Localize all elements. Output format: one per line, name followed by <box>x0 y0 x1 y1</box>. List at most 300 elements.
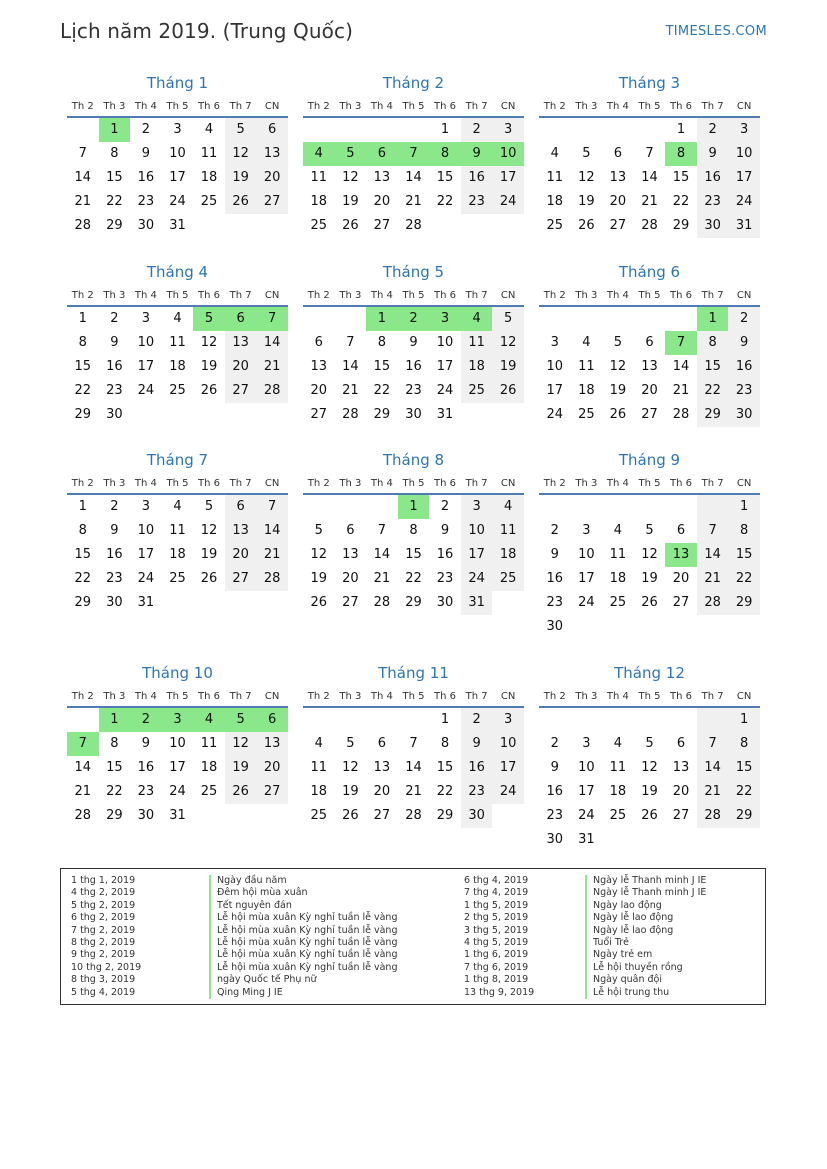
day-cell: 14 <box>405 170 422 185</box>
day-cell: 3 <box>550 335 559 350</box>
day-cell: 3 <box>141 499 151 514</box>
month-title: Tháng 4 <box>146 263 209 281</box>
weekday-label: CN <box>264 100 280 112</box>
day-cell: 20 <box>672 784 690 799</box>
day-cell: 25 <box>609 595 627 610</box>
day-cell: 10 <box>169 146 186 161</box>
day-cell: 7 <box>697 732 729 756</box>
day-cell: 29 <box>106 808 123 823</box>
empty-day-cell <box>634 828 666 852</box>
day-cell: 1 <box>440 122 450 137</box>
legend-date: 6 thg 2, 2019 <box>71 912 136 924</box>
weekday-label: Th 6 <box>434 289 457 301</box>
weekday-label: Th 4 <box>370 477 393 489</box>
day-cell: 24 <box>137 383 155 398</box>
week-row <box>67 732 288 756</box>
empty-day-cell <box>256 214 288 238</box>
month-block <box>67 261 288 449</box>
empty-day-cell <box>193 804 225 828</box>
day-cell: 20 <box>310 383 328 398</box>
empty-day-cell <box>634 495 666 519</box>
day-cell: 28 <box>256 567 288 591</box>
day-cell: 2 <box>110 311 119 326</box>
day-cell: 13 <box>225 331 257 355</box>
day-cell: 26 <box>342 808 359 823</box>
week-row <box>67 355 288 379</box>
holiday-day-cell: 4 <box>303 142 335 166</box>
week-row <box>539 331 760 355</box>
week-row <box>303 331 524 355</box>
day-cell: 25 <box>310 218 328 233</box>
day-cell: 26 <box>609 407 627 422</box>
week-row <box>539 379 760 403</box>
legend-holiday-name: Ngày lễ lao động <box>585 912 706 924</box>
empty-day-cell <box>571 615 603 639</box>
day-cell: 18 <box>200 170 218 185</box>
day-cell: 23 <box>461 780 493 804</box>
day-cell: 8 <box>78 335 87 350</box>
day-cell: 14 <box>342 359 359 374</box>
day-cell: 6 <box>645 335 654 350</box>
day-cell: 31 <box>728 214 760 238</box>
day-cell: 23 <box>546 808 564 823</box>
empty-day-cell <box>303 307 335 331</box>
legend-holiday-name: Ngày đầu năm <box>209 875 397 887</box>
empty-day-cell <box>697 828 729 852</box>
holiday-day-cell: 8 <box>429 142 461 166</box>
empty-day-cell <box>539 495 571 519</box>
empty-day-cell <box>665 708 697 732</box>
day-cell: 5 <box>492 307 524 331</box>
day-cell: 4 <box>492 495 524 519</box>
day-cell: 16 <box>461 166 493 190</box>
day-cell: 7 <box>346 335 355 350</box>
day-cell: 19 <box>492 355 524 379</box>
week-row <box>67 190 288 214</box>
legend-date: 13 thg 9, 2019 <box>464 986 535 998</box>
day-cell: 13 <box>672 760 690 775</box>
empty-day-cell <box>492 804 524 828</box>
empty-day-cell <box>539 708 571 732</box>
day-cell: 19 <box>225 166 257 190</box>
week-row <box>539 403 760 427</box>
empty-day-cell <box>461 214 493 238</box>
day-cell: 13 <box>256 142 288 166</box>
day-cell: 27 <box>225 379 257 403</box>
holiday-day-cell: 4 <box>193 708 225 732</box>
day-cell: 19 <box>342 194 359 209</box>
day-cell: 1 <box>728 708 760 732</box>
day-cell: 5 <box>645 736 654 751</box>
empty-day-cell <box>492 403 524 427</box>
empty-day-cell <box>130 403 162 427</box>
day-cell: 11 <box>609 760 627 775</box>
weekday-label: Th 7 <box>465 289 488 301</box>
day-cell: 22 <box>373 383 391 398</box>
week-row <box>539 190 760 214</box>
legend-holiday-name: Lễ hội mùa xuân Kỳ nghỉ tuần lễ vàng <box>209 912 397 924</box>
empty-day-cell <box>256 403 288 427</box>
day-cell: 11 <box>546 170 564 185</box>
day-cell: 18 <box>492 543 524 567</box>
week-row <box>67 567 288 591</box>
month-title: Tháng 2 <box>382 74 445 92</box>
weekday-label: Th 5 <box>638 690 661 702</box>
week-row <box>539 495 760 519</box>
day-cell: 24 <box>578 595 595 610</box>
weekday-header <box>303 686 524 708</box>
day-cell: 26 <box>225 190 257 214</box>
day-cell: 26 <box>310 595 328 610</box>
weekday-label: Th 5 <box>638 100 661 112</box>
week-row <box>67 756 288 780</box>
day-cell: 11 <box>169 523 186 538</box>
weekday-header <box>303 285 524 307</box>
weekday-label: Th 6 <box>434 690 457 702</box>
day-cell: 29 <box>405 595 422 610</box>
day-cell: 27 <box>373 808 391 823</box>
day-cell: 3 <box>582 736 591 751</box>
legend-date: 3 thg 5, 2019 <box>464 924 529 936</box>
day-cell: 29 <box>373 407 391 422</box>
day-cell: 18 <box>546 194 564 209</box>
week-row <box>303 804 524 828</box>
day-cell: 11 <box>578 359 595 374</box>
week-row <box>67 495 288 519</box>
weekday-label: Th 3 <box>575 289 598 301</box>
day-cell: 3 <box>582 523 591 538</box>
weekday-label: Th 6 <box>434 477 457 489</box>
weekday-label: Th 7 <box>465 690 488 702</box>
week-row <box>539 756 760 780</box>
day-cell: 14 <box>74 170 92 185</box>
empty-day-cell <box>366 708 398 732</box>
day-cell: 27 <box>672 808 690 823</box>
empty-day-cell <box>303 708 335 732</box>
month-block <box>67 72 288 261</box>
day-cell: 20 <box>373 194 391 209</box>
day-cell: 4 <box>582 335 591 350</box>
empty-day-cell <box>225 214 257 238</box>
legend-right-names <box>585 875 706 999</box>
week-row <box>67 403 288 427</box>
week-row <box>539 708 760 732</box>
day-cell: 3 <box>141 311 151 326</box>
day-cell: 25 <box>609 808 627 823</box>
week-row <box>539 166 760 190</box>
day-cell: 20 <box>225 355 257 379</box>
day-cell: 23 <box>546 595 564 610</box>
month-title: Tháng 9 <box>618 451 681 469</box>
day-cell: 11 <box>492 519 524 543</box>
day-cell: 17 <box>461 543 493 567</box>
empty-day-cell <box>256 804 288 828</box>
day-cell: 12 <box>342 760 359 775</box>
day-cell: 7 <box>645 146 654 161</box>
day-cell: 12 <box>342 170 359 185</box>
day-cell: 27 <box>373 218 391 233</box>
day-cell: 15 <box>436 760 454 775</box>
day-cell: 18 <box>461 355 493 379</box>
day-cell: 6 <box>256 118 288 142</box>
day-cell: 22 <box>405 571 422 586</box>
day-cell: 8 <box>697 331 729 355</box>
empty-day-cell <box>366 118 398 142</box>
day-cell: 17 <box>169 170 186 185</box>
holiday-day-cell: 7 <box>398 142 430 166</box>
day-cell: 2 <box>440 499 450 514</box>
day-cell: 16 <box>728 355 760 379</box>
legend-holiday-name: ngày Quốc tế Phụ nữ <box>209 974 397 986</box>
empty-day-cell <box>429 214 461 238</box>
day-cell: 1 <box>676 122 686 137</box>
empty-day-cell <box>162 591 194 615</box>
day-cell: 11 <box>461 331 493 355</box>
day-cell: 16 <box>106 547 123 562</box>
empty-day-cell <box>225 403 257 427</box>
weekday-label: CN <box>264 690 280 702</box>
day-cell: 23 <box>106 383 123 398</box>
day-cell: 10 <box>492 732 524 756</box>
week-row <box>539 732 760 756</box>
day-cell: 12 <box>641 760 658 775</box>
day-cell: 16 <box>461 756 493 780</box>
day-cell: 9 <box>110 523 119 538</box>
day-cell: 17 <box>436 359 454 374</box>
day-cell: 24 <box>169 194 186 209</box>
page-title: Lịch năm 2019. (Trung Quốc) <box>60 19 353 43</box>
empty-day-cell <box>225 591 257 615</box>
day-cell: 18 <box>310 784 328 799</box>
weekday-label: Th 5 <box>402 100 425 112</box>
week-row <box>303 519 524 543</box>
day-cell: 20 <box>342 571 359 586</box>
week-row <box>303 567 524 591</box>
empty-day-cell <box>67 708 99 732</box>
weekday-label: Th 3 <box>575 100 598 112</box>
holiday-day-cell: 8 <box>665 142 697 166</box>
week-row <box>67 142 288 166</box>
day-cell: 30 <box>137 218 155 233</box>
weekday-header <box>539 473 760 495</box>
day-cell: 22 <box>74 383 92 398</box>
weekday-label: Th 6 <box>670 100 693 112</box>
empty-day-cell <box>571 118 603 142</box>
day-cell: 15 <box>728 756 760 780</box>
holiday-day-cell: 1 <box>366 307 398 331</box>
day-cell: 27 <box>672 595 690 610</box>
empty-day-cell <box>697 708 729 732</box>
empty-day-cell <box>665 615 697 639</box>
day-cell: 24 <box>492 190 524 214</box>
weekday-label: Th 3 <box>339 100 362 112</box>
week-row <box>303 591 524 615</box>
weekday-label: Th 5 <box>402 289 425 301</box>
day-cell: 31 <box>461 591 493 615</box>
weekday-label: Th 7 <box>701 289 724 301</box>
day-cell: 25 <box>492 567 524 591</box>
month-title: Tháng 11 <box>378 664 449 682</box>
weekday-header <box>539 96 760 118</box>
week-row <box>303 190 524 214</box>
weekday-label: Th 3 <box>575 690 598 702</box>
legend-date: 1 thg 8, 2019 <box>464 974 529 986</box>
day-cell: 17 <box>169 760 186 775</box>
empty-day-cell <box>398 118 430 142</box>
weekday-label: Th 3 <box>103 690 126 702</box>
day-cell: 27 <box>641 407 658 422</box>
day-cell: 16 <box>405 359 422 374</box>
day-cell: 4 <box>613 523 623 538</box>
week-row <box>303 214 524 238</box>
day-cell: 16 <box>546 784 564 799</box>
day-cell: 16 <box>137 170 155 185</box>
day-cell: 6 <box>377 736 387 751</box>
day-cell: 3 <box>461 495 493 519</box>
day-cell: 14 <box>697 756 729 780</box>
day-cell: 14 <box>373 547 391 562</box>
day-cell: 25 <box>310 808 328 823</box>
day-cell: 25 <box>169 383 186 398</box>
day-cell: 12 <box>641 547 658 562</box>
holiday-day-cell: 7 <box>665 331 697 355</box>
day-cell: 10 <box>578 547 595 562</box>
legend-date: 10 thg 2, 2019 <box>71 961 142 973</box>
week-row <box>303 732 524 756</box>
empty-day-cell <box>602 708 634 732</box>
day-cell: 21 <box>373 571 391 586</box>
day-cell: 1 <box>78 499 87 514</box>
legend-date: 7 thg 4, 2019 <box>464 887 529 899</box>
day-cell: 15 <box>697 355 729 379</box>
month-title: Tháng 3 <box>618 74 681 92</box>
week-row <box>67 307 288 331</box>
weekday-label: Th 6 <box>198 100 221 112</box>
day-cell: 30 <box>137 808 155 823</box>
day-cell: 13 <box>225 519 257 543</box>
day-cell: 25 <box>461 379 493 403</box>
day-cell: 3 <box>492 118 524 142</box>
day-cell: 18 <box>169 359 186 374</box>
day-cell: 22 <box>436 194 454 209</box>
month-block <box>303 261 524 449</box>
day-cell: 29 <box>74 595 92 610</box>
day-cell: 21 <box>697 780 729 804</box>
year-calendar-grid <box>67 72 761 862</box>
weekday-label: Th 6 <box>670 690 693 702</box>
weekday-label: Th 7 <box>229 289 252 301</box>
legend-holiday-name: Ngày lễ Thanh minh J IE <box>585 875 706 887</box>
day-cell: 18 <box>200 760 218 775</box>
day-cell: 2 <box>141 122 151 137</box>
day-cell: 10 <box>578 760 595 775</box>
legend-date: 8 thg 2, 2019 <box>71 936 136 948</box>
day-cell: 15 <box>672 170 690 185</box>
weekday-label: Th 4 <box>134 477 157 489</box>
legend-holiday-name: Lễ hội trung thu <box>585 987 706 999</box>
day-cell: 23 <box>436 571 454 586</box>
legend-date: 7 thg 6, 2019 <box>464 961 529 973</box>
holiday-day-cell: 1 <box>99 708 131 732</box>
day-cell: 5 <box>204 499 214 514</box>
month-block <box>539 449 760 662</box>
week-row <box>67 379 288 403</box>
empty-day-cell <box>602 828 634 852</box>
legend-left-dates <box>71 875 141 999</box>
weekday-label: Th 4 <box>134 100 157 112</box>
day-cell: 28 <box>672 407 690 422</box>
day-cell: 30 <box>106 595 123 610</box>
holiday-day-cell: 1 <box>697 307 729 331</box>
day-cell: 26 <box>200 383 218 398</box>
day-cell: 9 <box>461 732 493 756</box>
day-cell: 4 <box>173 311 182 326</box>
day-cell: 20 <box>256 756 288 780</box>
empty-day-cell <box>602 495 634 519</box>
day-cell: 14 <box>405 760 422 775</box>
week-row <box>303 543 524 567</box>
empty-day-cell <box>539 307 571 331</box>
weekday-label: Th 2 <box>543 690 566 702</box>
day-cell: 2 <box>110 499 119 514</box>
weekday-header <box>67 96 288 118</box>
empty-day-cell <box>398 708 430 732</box>
weekday-label: Th 4 <box>606 100 629 112</box>
day-cell: 11 <box>169 335 186 350</box>
holiday-day-cell: 3 <box>162 708 194 732</box>
day-cell: 11 <box>609 547 627 562</box>
weekday-label: Th 6 <box>670 289 693 301</box>
week-row <box>303 495 524 519</box>
day-cell: 17 <box>578 571 595 586</box>
day-cell: 20 <box>225 543 257 567</box>
day-cell: 21 <box>256 543 288 567</box>
weekday-label: Th 2 <box>307 100 330 112</box>
day-cell: 22 <box>697 379 729 403</box>
legend-holiday-name: Tuổi Trẻ <box>585 937 706 949</box>
weekday-label: Th 2 <box>543 100 566 112</box>
weekday-label: Th 6 <box>198 477 221 489</box>
legend-holiday-name: Ngày lễ lao động <box>585 925 706 937</box>
holiday-legend <box>60 868 766 1005</box>
brand-link[interactable]: TIMESLES.COM <box>665 24 767 39</box>
weekday-header <box>67 686 288 708</box>
weekday-label: CN <box>736 100 752 112</box>
day-cell: 19 <box>200 547 218 562</box>
empty-day-cell <box>335 495 367 519</box>
day-cell: 9 <box>697 142 729 166</box>
day-cell: 10 <box>461 519 493 543</box>
day-cell: 12 <box>225 142 257 166</box>
legend-date: 1 thg 1, 2019 <box>71 875 136 886</box>
day-cell: 30 <box>461 804 493 828</box>
legend-date: 8 thg 3, 2019 <box>71 974 136 986</box>
weekday-label: Th 3 <box>575 477 598 489</box>
holiday-day-cell: 6 <box>366 142 398 166</box>
month-block <box>303 449 524 662</box>
day-cell: 12 <box>200 523 218 538</box>
empty-day-cell <box>665 307 697 331</box>
holiday-day-cell: 5 <box>193 307 225 331</box>
day-cell: 13 <box>310 359 328 374</box>
day-cell: 22 <box>672 194 690 209</box>
month-title: Tháng 5 <box>382 263 445 281</box>
day-cell: 7 <box>256 495 288 519</box>
day-cell: 30 <box>546 832 564 847</box>
day-cell: 21 <box>256 355 288 379</box>
legend-holiday-name: Lễ hội mùa xuân Kỳ nghỉ tuần lễ vàng <box>209 937 397 949</box>
day-cell: 2 <box>728 307 760 331</box>
